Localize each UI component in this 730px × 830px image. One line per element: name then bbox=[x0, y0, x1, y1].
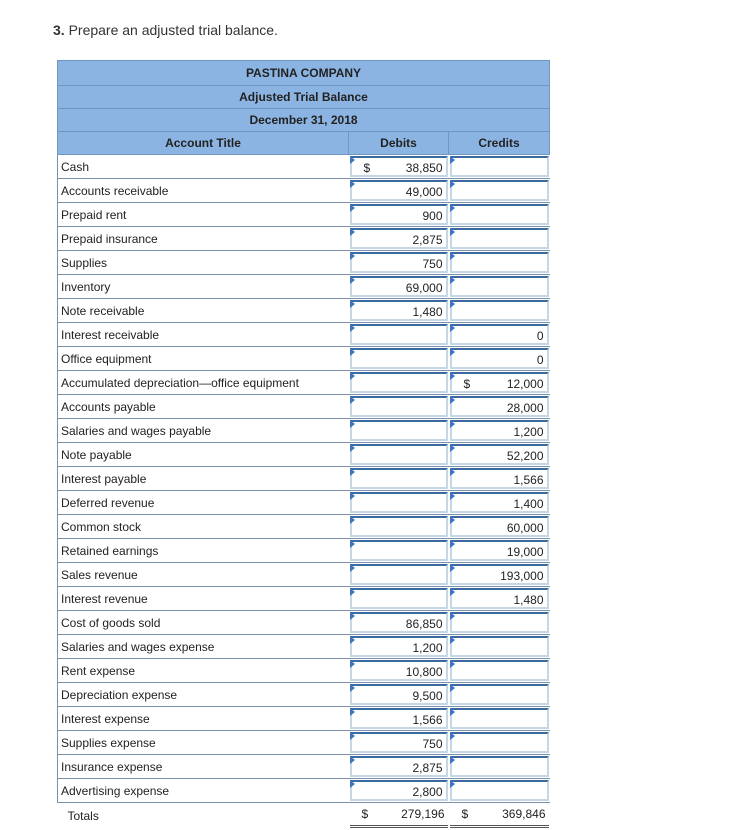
credit-input[interactable] bbox=[450, 420, 549, 441]
account-title: Salaries and wages payable bbox=[58, 419, 349, 443]
statement-title: Adjusted Trial Balance bbox=[58, 86, 550, 109]
question-number: 3. bbox=[53, 22, 65, 38]
credit-input[interactable] bbox=[450, 252, 549, 273]
answer-flag-icon bbox=[450, 420, 455, 428]
account-title: Interest expense bbox=[58, 707, 349, 731]
answer-flag-icon bbox=[450, 180, 455, 188]
answer-flag-icon bbox=[350, 468, 355, 476]
credit-input[interactable] bbox=[450, 348, 549, 369]
credit-input[interactable] bbox=[450, 588, 549, 609]
credit-value: 12,000 bbox=[506, 377, 544, 391]
account-title: Office equipment bbox=[58, 347, 349, 371]
answer-flag-icon bbox=[450, 588, 455, 596]
debit-input[interactable] bbox=[350, 300, 448, 321]
account-title: Note payable bbox=[58, 443, 349, 467]
debit-value: 2,875 bbox=[412, 761, 443, 775]
debit-dollar: $ bbox=[363, 161, 371, 175]
answer-flag-icon bbox=[350, 348, 355, 356]
account-title: Depreciation expense bbox=[58, 683, 349, 707]
credit-input[interactable] bbox=[450, 660, 549, 681]
answer-flag-icon bbox=[350, 324, 355, 332]
table-row bbox=[58, 635, 550, 659]
debit-input[interactable] bbox=[350, 660, 448, 681]
credit-input[interactable] bbox=[450, 540, 549, 561]
account-title: Supplies bbox=[58, 251, 349, 275]
credit-value: 0 bbox=[536, 353, 544, 367]
answer-flag-icon bbox=[350, 252, 355, 260]
table-row bbox=[58, 683, 550, 707]
credit-input[interactable] bbox=[450, 780, 549, 801]
credit-input[interactable] bbox=[450, 636, 549, 657]
account-title: Cash bbox=[58, 155, 349, 179]
answer-flag-icon bbox=[350, 636, 355, 644]
debit-value: 69,000 bbox=[405, 281, 443, 295]
debit-input[interactable] bbox=[350, 708, 448, 729]
debit-input[interactable] bbox=[350, 516, 448, 537]
total-debits bbox=[350, 804, 448, 828]
table-row bbox=[58, 443, 550, 467]
answer-flag-icon bbox=[350, 684, 355, 692]
table-row bbox=[58, 587, 550, 611]
answer-flag-icon bbox=[450, 396, 455, 404]
credit-dollar: $ bbox=[463, 377, 471, 391]
debit-value: 2,800 bbox=[412, 785, 443, 799]
table-row bbox=[58, 611, 550, 635]
answer-flag-icon bbox=[350, 396, 355, 404]
credit-input[interactable] bbox=[450, 180, 549, 201]
account-title: Sales revenue bbox=[58, 563, 349, 587]
total-credits bbox=[450, 804, 549, 828]
company-name: PASTINA COMPANY bbox=[58, 61, 550, 86]
debit-value: 1,480 bbox=[412, 305, 443, 319]
credit-value: 28,000 bbox=[506, 401, 544, 415]
debit-input[interactable] bbox=[350, 396, 448, 417]
debit-input[interactable] bbox=[350, 228, 448, 249]
credit-input[interactable] bbox=[450, 564, 549, 585]
credit-input[interactable] bbox=[450, 492, 549, 513]
account-title: Supplies expense bbox=[58, 731, 349, 755]
account-title: Note receivable bbox=[58, 299, 349, 323]
credit-input[interactable] bbox=[450, 372, 549, 393]
account-title: Prepaid rent bbox=[58, 203, 349, 227]
answer-flag-icon bbox=[350, 612, 355, 620]
debit-value: 10,800 bbox=[405, 665, 443, 679]
table-row bbox=[58, 755, 550, 779]
debit-input[interactable] bbox=[350, 756, 448, 777]
answer-flag-icon bbox=[450, 372, 455, 380]
total-credits-value: 369,846 bbox=[502, 807, 546, 821]
credit-input[interactable] bbox=[450, 708, 549, 729]
debit-input[interactable] bbox=[350, 180, 448, 201]
account-title: Deferred revenue bbox=[58, 491, 349, 515]
debit-input[interactable] bbox=[350, 492, 448, 513]
credit-value: 19,000 bbox=[506, 545, 544, 559]
answer-flag-icon bbox=[350, 276, 355, 284]
total-credits-dollar: $ bbox=[461, 807, 469, 821]
total-debits-dollar: $ bbox=[361, 807, 369, 821]
credit-input[interactable] bbox=[450, 204, 549, 225]
debit-value: 900 bbox=[422, 209, 443, 223]
debit-value: 49,000 bbox=[405, 185, 443, 199]
column-header-debits: Debits bbox=[349, 132, 449, 155]
debit-input[interactable] bbox=[350, 612, 448, 633]
table-row bbox=[58, 467, 550, 491]
debit-value: 86,850 bbox=[405, 617, 443, 631]
debit-input[interactable] bbox=[350, 348, 448, 369]
answer-flag-icon bbox=[350, 156, 355, 164]
table-row bbox=[58, 731, 550, 755]
trial-balance-table bbox=[57, 60, 550, 829]
credit-input[interactable] bbox=[450, 468, 549, 489]
totals-label: Totals bbox=[67, 809, 99, 823]
table-row bbox=[58, 563, 550, 587]
debit-input[interactable] bbox=[350, 588, 448, 609]
answer-flag-icon bbox=[450, 492, 455, 500]
total-debits-value: 279,196 bbox=[401, 807, 445, 821]
table-row bbox=[58, 491, 550, 515]
answer-flag-icon bbox=[450, 276, 455, 284]
debit-value: 9,500 bbox=[412, 689, 443, 703]
answer-flag-icon bbox=[350, 564, 355, 572]
credit-input[interactable] bbox=[450, 612, 549, 633]
account-title: Inventory bbox=[58, 275, 349, 299]
account-title: Accounts receivable bbox=[58, 179, 349, 203]
table-row bbox=[58, 707, 550, 731]
credit-input[interactable] bbox=[450, 756, 549, 777]
debit-input[interactable] bbox=[350, 204, 448, 225]
debit-value: 750 bbox=[422, 257, 443, 271]
column-header-account-title: Account Title bbox=[58, 132, 349, 155]
debit-input[interactable] bbox=[350, 540, 448, 561]
answer-flag-icon bbox=[350, 180, 355, 188]
debit-input[interactable] bbox=[350, 420, 448, 441]
answer-flag-icon bbox=[450, 204, 455, 212]
credit-input[interactable] bbox=[450, 300, 549, 321]
table-row bbox=[58, 395, 550, 419]
debit-input[interactable] bbox=[350, 444, 448, 465]
credit-input[interactable] bbox=[450, 156, 549, 177]
answer-flag-icon bbox=[350, 540, 355, 548]
debit-input[interactable] bbox=[350, 636, 448, 657]
credit-value: 60,000 bbox=[506, 521, 544, 535]
table-row bbox=[58, 227, 550, 251]
account-title: Prepaid insurance bbox=[58, 227, 349, 251]
table-row bbox=[58, 371, 550, 395]
account-title: Interest revenue bbox=[58, 587, 349, 611]
credit-value: 1,566 bbox=[513, 473, 544, 487]
account-title: Accounts payable bbox=[58, 395, 349, 419]
debit-input[interactable] bbox=[350, 684, 448, 705]
answer-flag-icon bbox=[350, 756, 355, 764]
debit-input[interactable] bbox=[350, 276, 448, 297]
account-title: Accumulated depreciation—office equipment bbox=[58, 371, 349, 395]
answer-flag-icon bbox=[450, 300, 455, 308]
answer-flag-icon bbox=[350, 444, 355, 452]
account-title: Interest payable bbox=[58, 467, 349, 491]
answer-flag-icon bbox=[350, 228, 355, 236]
credit-value: 0 bbox=[536, 329, 544, 343]
account-rows bbox=[58, 155, 550, 803]
answer-flag-icon bbox=[450, 516, 455, 524]
answer-flag-icon bbox=[350, 300, 355, 308]
table-row bbox=[58, 203, 550, 227]
account-title: Common stock bbox=[58, 515, 349, 539]
credit-value: 52,200 bbox=[506, 449, 544, 463]
answer-flag-icon bbox=[350, 708, 355, 716]
answer-flag-icon bbox=[350, 732, 355, 740]
debit-value: 1,200 bbox=[412, 641, 443, 655]
answer-flag-icon bbox=[450, 252, 455, 260]
answer-flag-icon bbox=[450, 756, 455, 764]
debit-input[interactable] bbox=[350, 372, 448, 393]
credit-value: 1,200 bbox=[513, 425, 544, 439]
statement-date: December 31, 2018 bbox=[58, 109, 550, 132]
account-title: Advertising expense bbox=[58, 779, 349, 803]
question-heading bbox=[53, 22, 278, 38]
table-row bbox=[58, 347, 550, 371]
account-title: Cost of goods sold bbox=[58, 611, 349, 635]
credit-input[interactable] bbox=[450, 444, 549, 465]
debit-input[interactable] bbox=[350, 324, 448, 345]
answer-flag-icon bbox=[450, 468, 455, 476]
answer-flag-icon bbox=[350, 372, 355, 380]
answer-flag-icon bbox=[450, 564, 455, 572]
answer-flag-icon bbox=[350, 780, 355, 788]
debit-input[interactable] bbox=[350, 252, 448, 273]
answer-flag-icon bbox=[450, 612, 455, 620]
table-row bbox=[58, 323, 550, 347]
table-row bbox=[58, 179, 550, 203]
answer-flag-icon bbox=[450, 660, 455, 668]
question-text: Prepare an adjusted trial balance. bbox=[64, 22, 278, 38]
credit-input[interactable] bbox=[450, 228, 549, 249]
credit-input[interactable] bbox=[450, 516, 549, 537]
answer-flag-icon bbox=[350, 516, 355, 524]
answer-flag-icon bbox=[350, 204, 355, 212]
credit-input[interactable] bbox=[450, 324, 549, 345]
debit-value: 38,850 bbox=[405, 161, 443, 175]
credit-input[interactable] bbox=[450, 276, 549, 297]
answer-flag-icon bbox=[450, 780, 455, 788]
table-row bbox=[58, 419, 550, 443]
debit-value: 750 bbox=[422, 737, 443, 751]
debit-value: 2,875 bbox=[412, 233, 443, 247]
answer-flag-icon bbox=[450, 444, 455, 452]
credit-input[interactable] bbox=[450, 684, 549, 705]
answer-flag-icon bbox=[450, 156, 455, 164]
debit-input[interactable] bbox=[350, 564, 448, 585]
table-row bbox=[58, 515, 550, 539]
table-row bbox=[58, 659, 550, 683]
account-title: Retained earnings bbox=[58, 539, 349, 563]
totals-row bbox=[58, 803, 550, 830]
debit-input[interactable] bbox=[350, 468, 448, 489]
table-row bbox=[58, 155, 550, 179]
credit-input[interactable] bbox=[450, 396, 549, 417]
answer-flag-icon bbox=[450, 348, 455, 356]
credit-value: 1,480 bbox=[513, 593, 544, 607]
answer-flag-icon bbox=[350, 420, 355, 428]
debit-input[interactable] bbox=[350, 732, 448, 753]
debit-input[interactable] bbox=[350, 780, 448, 801]
account-title: Insurance expense bbox=[58, 755, 349, 779]
account-title: Rent expense bbox=[58, 659, 349, 683]
account-title: Interest receivable bbox=[58, 323, 349, 347]
table-row bbox=[58, 275, 550, 299]
answer-flag-icon bbox=[350, 660, 355, 668]
answer-flag-icon bbox=[450, 324, 455, 332]
table-row bbox=[58, 299, 550, 323]
account-title: Salaries and wages expense bbox=[58, 635, 349, 659]
table-row bbox=[58, 539, 550, 563]
credit-value: 193,000 bbox=[500, 569, 544, 583]
answer-flag-icon bbox=[450, 732, 455, 740]
answer-flag-icon bbox=[450, 228, 455, 236]
answer-flag-icon bbox=[450, 540, 455, 548]
answer-flag-icon bbox=[350, 588, 355, 596]
table-row bbox=[58, 779, 550, 803]
answer-flag-icon bbox=[350, 492, 355, 500]
column-header-credits: Credits bbox=[449, 132, 550, 155]
debit-input[interactable] bbox=[350, 156, 448, 177]
credit-value: 1,400 bbox=[513, 497, 544, 511]
answer-flag-icon bbox=[450, 636, 455, 644]
answer-flag-icon bbox=[450, 684, 455, 692]
debit-value: 1,566 bbox=[412, 713, 443, 727]
table-row bbox=[58, 251, 550, 275]
credit-input[interactable] bbox=[450, 732, 549, 753]
answer-flag-icon bbox=[450, 708, 455, 716]
